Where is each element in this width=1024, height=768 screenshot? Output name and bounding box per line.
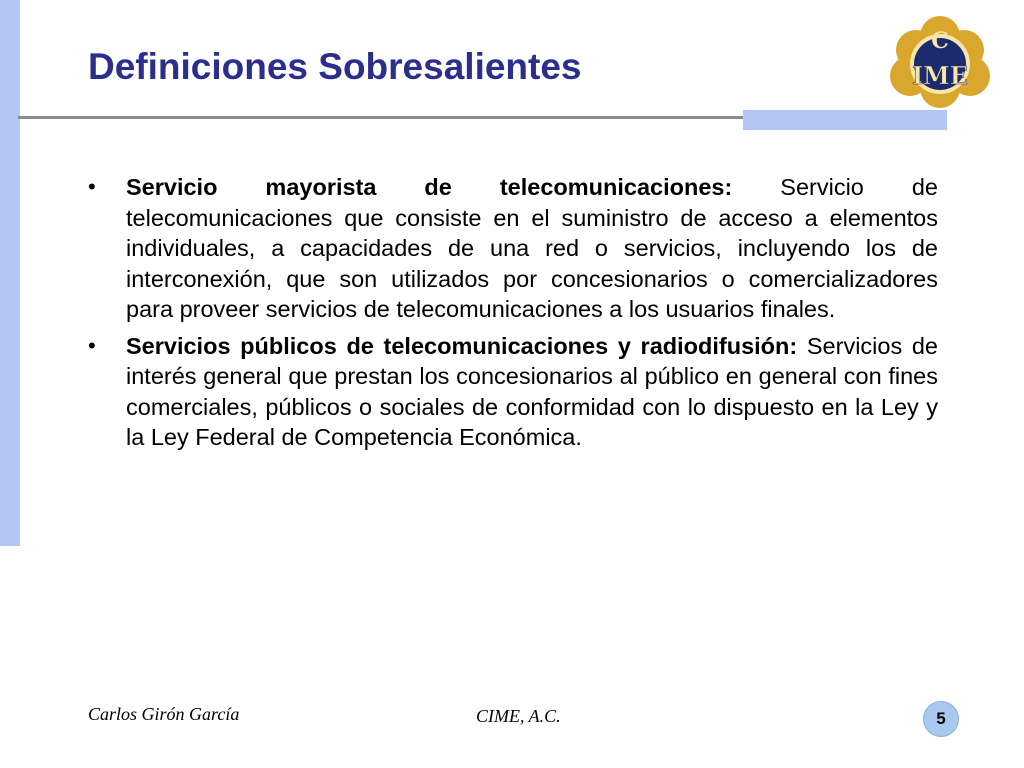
definitions-list xyxy=(88,172,938,459)
slide-title: Definiciones Sobresalientes xyxy=(88,46,582,87)
definition-text: Servicios de interés general que prestan los concesionarios al público en general con fines comerciales, públicos o sociales de conformidad con lo dispuesto en la Ley y la Ley Federal de Competencia Económica. xyxy=(126,332,939,450)
left-accent-bar xyxy=(0,0,20,546)
list-item xyxy=(88,331,938,453)
footer-author: Carlos Girón García xyxy=(88,704,240,724)
page-number-badge: 5 xyxy=(923,701,959,737)
definition-term: Servicio mayorista de telecomunicaciones: xyxy=(126,174,781,200)
bullet-marker: • xyxy=(88,332,96,358)
definition-text: Servicio de telecomunicaciones que consiste en el suministro de acceso a elementos individuales, a capacidades de una red o servicios, incluyendo los de interconexión, que son utilizados por concesionarios o comercializadores para proveer servicios de telecomunicaciones a los usuarios finales. xyxy=(126,174,938,322)
logo-letter-c: C xyxy=(931,28,949,54)
title-accent-bar xyxy=(743,110,947,130)
cime-logo xyxy=(886,14,994,110)
list-item xyxy=(88,172,938,325)
definition-term: Servicios públicos de telecomunicaciones y radiodifusión: xyxy=(126,332,807,359)
bullet-marker: • xyxy=(88,174,96,199)
footer-organization: CIME, A.C. xyxy=(476,706,561,726)
logo-letters-ime: IME xyxy=(911,61,969,90)
